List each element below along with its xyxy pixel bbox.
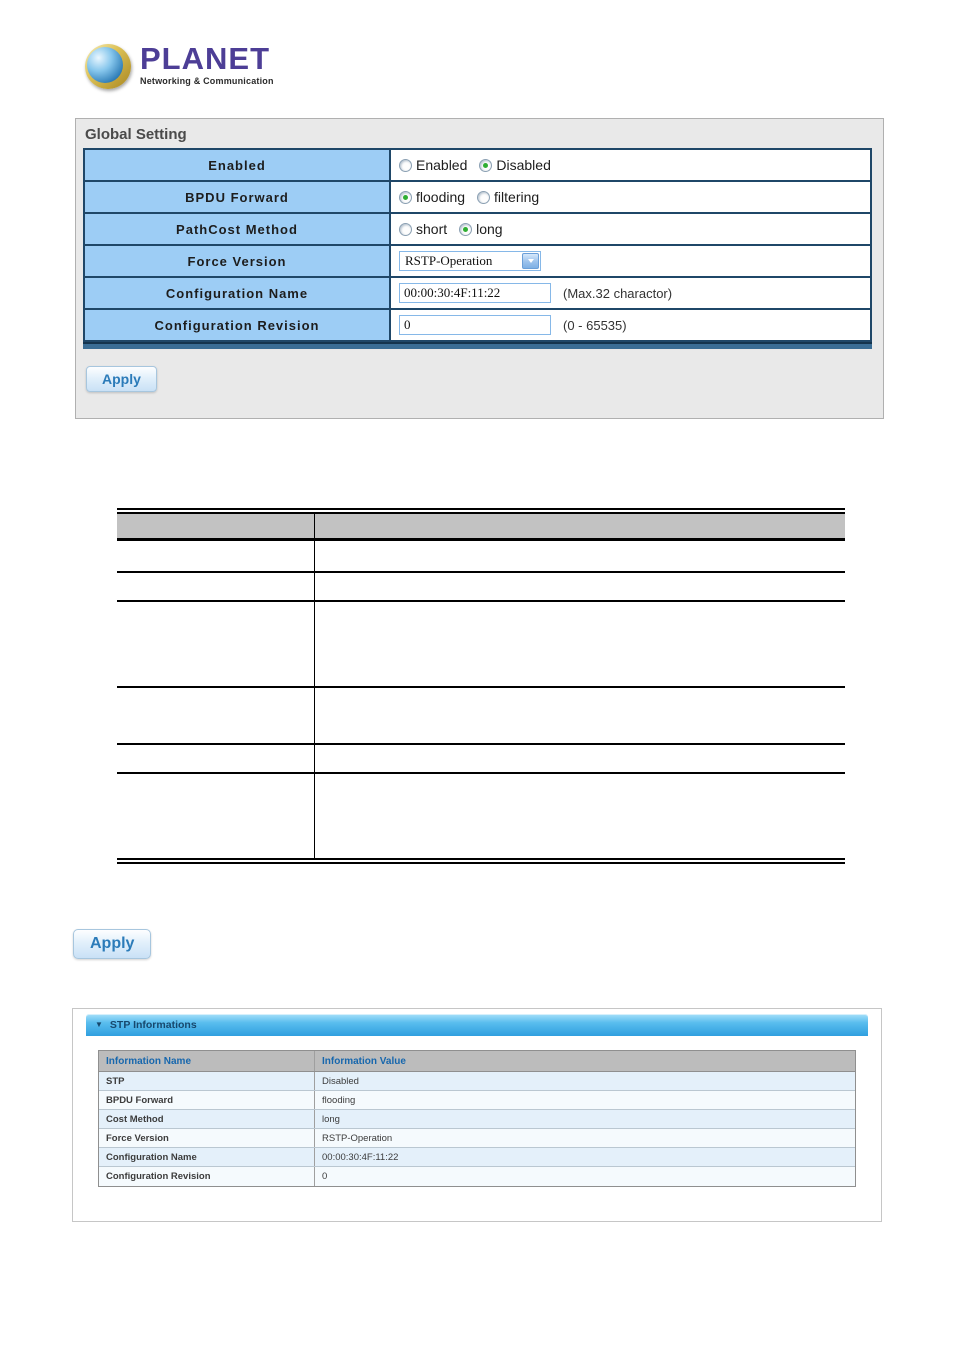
row-pathcost-method-label: PathCost Method — [85, 214, 391, 244]
radio-filtering-icon[interactable] — [477, 191, 490, 204]
radio-enabled-label[interactable]: Enabled — [416, 157, 468, 173]
force-version-select[interactable] — [399, 251, 541, 271]
brand-tagline: Networking & Communication — [140, 76, 274, 86]
radio-long[interactable] — [459, 221, 502, 237]
planet-logo — [85, 41, 274, 89]
row-enabled-label: Enabled — [85, 150, 391, 180]
collapse-arrow-icon: ▼ — [95, 1020, 103, 1029]
info-table-row-bpdu-forward: BPDU Forward flooding — [99, 1091, 855, 1110]
configuration-revision-hint: (0 - 65535) — [563, 317, 627, 333]
radio-enabled-icon[interactable] — [399, 159, 412, 172]
stp-informations-header[interactable] — [86, 1014, 868, 1036]
radio-filtering[interactable] — [477, 189, 539, 205]
stp-informations-panel — [72, 1008, 882, 1222]
brand-name: PLANET — [140, 41, 270, 76]
column-information-value: Information Value — [322, 1055, 406, 1067]
radio-short-label[interactable]: short — [416, 221, 448, 237]
force-version-selected-value: RSTP-Operation — [405, 253, 493, 268]
row-force-version — [85, 246, 870, 278]
row-configuration-revision-label: Configuration Revision — [85, 310, 391, 340]
radio-disabled-label[interactable]: Disabled — [496, 157, 551, 173]
configuration-name-hint: (Max.32 charactor) — [563, 285, 673, 301]
description-table-row — [117, 745, 845, 774]
global-setting-panel — [75, 118, 884, 419]
description-table — [117, 508, 845, 864]
radio-disabled[interactable] — [479, 157, 550, 173]
description-table-header-cell — [117, 514, 315, 538]
row-pathcost-method — [85, 214, 870, 246]
row-force-version-label: Force Version — [85, 246, 391, 276]
row-configuration-name — [85, 278, 870, 310]
radio-flooding[interactable] — [399, 189, 465, 205]
radio-short-icon[interactable] — [399, 223, 412, 236]
radio-long-label[interactable]: long — [476, 221, 503, 237]
stp-info-table — [98, 1050, 856, 1187]
radio-flooding-label[interactable]: flooding — [416, 189, 466, 205]
stp-informations-title: STP Informations — [109, 1019, 197, 1031]
configuration-revision-input[interactable] — [399, 315, 551, 335]
radio-short[interactable] — [399, 221, 447, 237]
apply-button-global-setting[interactable]: Apply — [86, 366, 157, 392]
description-table-row — [117, 688, 845, 745]
description-table-header — [117, 514, 845, 541]
info-table-row-force-version: Force Version RSTP-Operation — [99, 1129, 855, 1148]
row-configuration-revision — [85, 310, 870, 342]
stp-info-table-header — [99, 1051, 855, 1072]
column-information-name: Information Name — [99, 1051, 315, 1071]
row-bpdu-forward — [85, 182, 870, 214]
configuration-name-input[interactable] — [399, 283, 551, 303]
radio-enabled[interactable] — [399, 157, 467, 173]
info-table-row-stp: STP Disabled — [99, 1072, 855, 1091]
dropdown-arrow-icon[interactable] — [522, 253, 539, 269]
global-setting-title: Global Setting — [85, 126, 187, 143]
row-enabled — [85, 150, 870, 182]
global-setting-table — [83, 148, 872, 342]
description-table-header-cell — [315, 514, 845, 538]
radio-disabled-icon[interactable] — [479, 159, 492, 172]
info-table-row-cost-method: Cost Method long — [99, 1110, 855, 1129]
table-bottom-bar — [83, 342, 872, 349]
radio-long-icon[interactable] — [459, 223, 472, 236]
description-table-row — [117, 573, 845, 602]
info-table-row-configuration-revision: Configuration Revision 0 — [99, 1167, 855, 1186]
apply-button-secondary[interactable]: Apply — [73, 929, 151, 959]
description-table-row — [117, 541, 845, 573]
radio-filtering-label[interactable]: filtering — [494, 189, 540, 205]
description-table-row — [117, 602, 845, 688]
radio-flooding-icon[interactable] — [399, 191, 412, 204]
row-bpdu-forward-label: BPDU Forward — [85, 182, 391, 212]
planet-globe-icon — [85, 44, 131, 89]
row-configuration-name-label: Configuration Name — [85, 278, 391, 308]
info-table-row-configuration-name: Configuration Name 00:00:30:4F:11:22 — [99, 1148, 855, 1167]
description-table-row — [117, 774, 845, 858]
